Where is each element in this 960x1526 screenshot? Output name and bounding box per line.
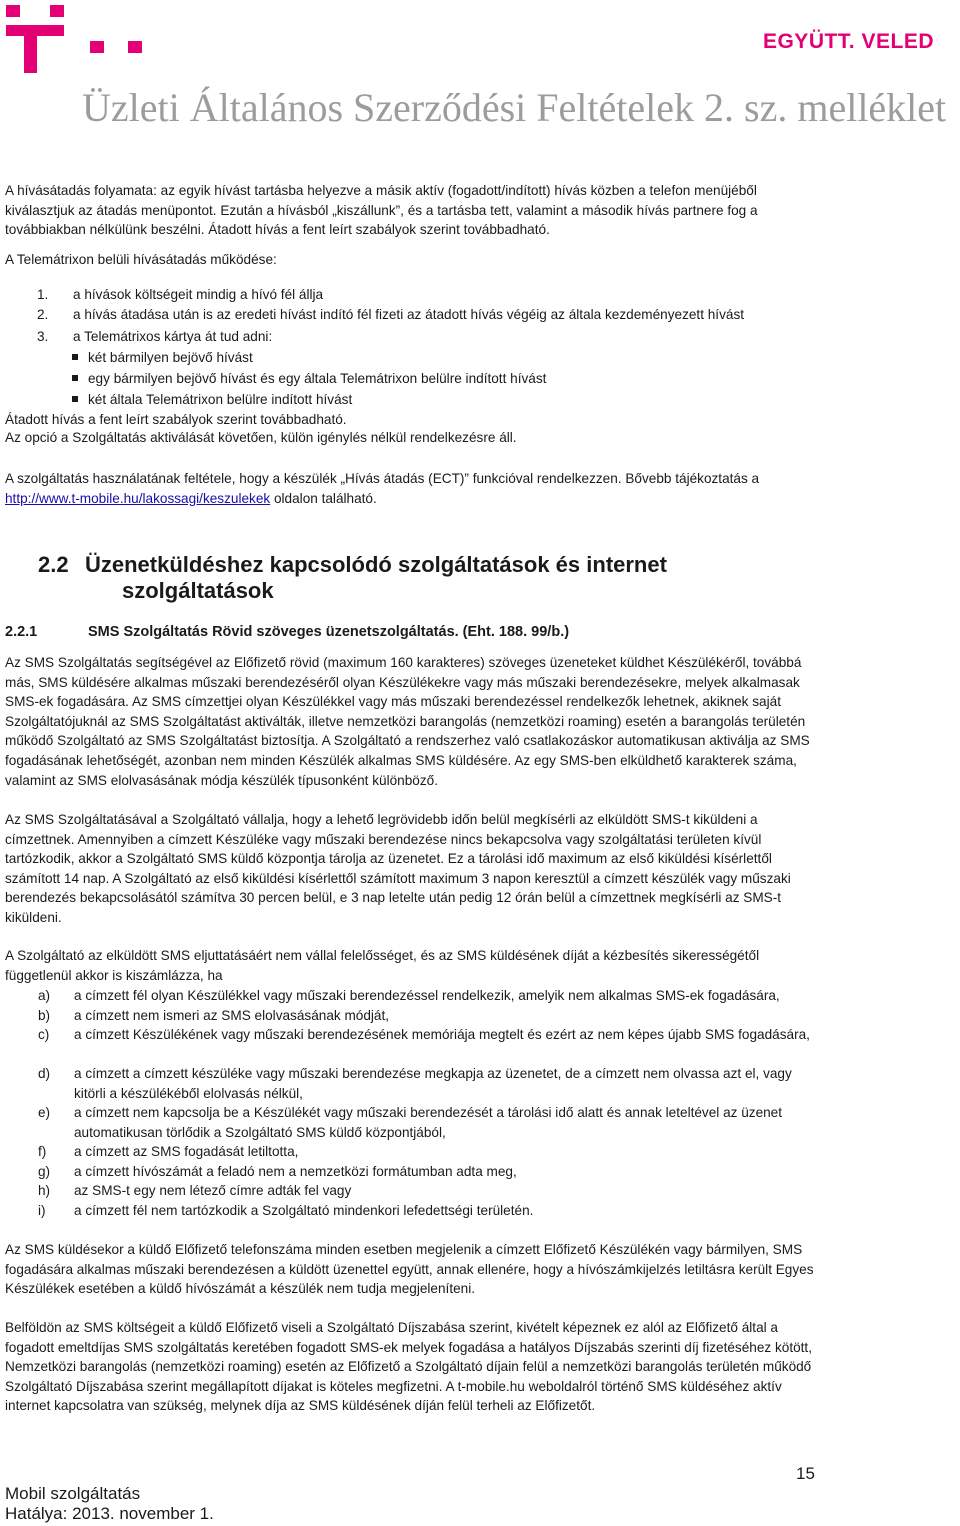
bullet-text: két általa Telemátrixon belülre indított hívást xyxy=(88,392,353,407)
alpha-item xyxy=(38,1181,818,1201)
alpha-text: az SMS-t egy nem létező címre adták fel vagy xyxy=(74,1183,352,1198)
logo-square-icon xyxy=(128,41,142,53)
bullet-item xyxy=(72,392,352,407)
logo-dot-icon xyxy=(50,5,64,17)
device-link[interactable]: http://www.t-mobile.hu/lakossagi/keszulekek xyxy=(5,490,271,506)
subsection-title: SMS Szolgáltatás Rövid szöveges üzenetszolgáltatás. (Eht. 188. 99/b.) xyxy=(88,624,570,640)
page-number: 15 xyxy=(796,1464,815,1483)
list-text: a Telemátrixos kártya át tud adni: xyxy=(73,329,273,344)
subsection-heading xyxy=(5,624,569,640)
footer xyxy=(5,1484,214,1524)
bullet-text: egy bármilyen bejövő hívást és egy általa Telemátrixon belülre indított hívást xyxy=(88,371,547,386)
slogan: EGYÜTT. VELED xyxy=(762,30,934,53)
logo-dot-icon xyxy=(6,5,20,17)
list-item xyxy=(37,287,323,302)
ect-text-end: oldalon található. xyxy=(270,490,377,506)
bullet-icon xyxy=(72,354,78,360)
alpha-item xyxy=(38,986,818,1006)
alpha-label: e) xyxy=(38,1105,51,1120)
alpha-text: a címzett nem kapcsolja be a Készülékét vagy műszaki berendezését a tárolási idő alatt és annak leteltével az üzenet automatikusan törlődik a Szolgáltató SMS küldő központjából, xyxy=(74,1105,783,1140)
telekom-logo xyxy=(6,5,146,73)
alpha-label: i) xyxy=(38,1203,46,1218)
alpha-item xyxy=(38,1064,818,1103)
alpha-text: a címzett Készülékének vagy műszaki berendezésének memóriája megtelt és ezért az nem képes újabb SMS fogadására, xyxy=(74,1027,810,1042)
alpha-text: a címzett hívószámát a feladó nem a nemzetközi formátumban adta meg, xyxy=(74,1164,517,1179)
alpha-label: b) xyxy=(38,1008,51,1023)
alpha-text: a címzett nem ismeri az SMS elolvasásának módját, xyxy=(74,1008,390,1023)
list-text: a hívás átadása után is az eredeti hívást indító fél fizeti az átadott hívás végéig az általa kezdeményezett hívást xyxy=(73,307,745,322)
alpha-item xyxy=(38,1103,818,1142)
static-text: Az opció a Szolgáltatás aktiválását követően, külön igénylés nélkül rendelkezésre áll. xyxy=(5,430,517,445)
list-number: 2. xyxy=(37,307,49,322)
list-heading: A Telemátrixon belüli hívásátadás működése: xyxy=(5,252,277,267)
section-heading xyxy=(38,552,667,604)
alpha-item xyxy=(38,1006,818,1026)
body-paragraph: Az SMS küldésekor a küldő Előfizető telefonszáma minden esetben megjelenik a címzett Előfizető Készülékén vagy bármilyen, SMS fogadására alkalmas műszaki berendezésen a küldött üzenettel együtt, annak ellenére, hogy a hívószámkijelzés letiltásra került Egyes Készülékek esetében a küldő hívószámát a készülék nem tudja megjeleníteni. xyxy=(5,1242,814,1297)
alpha-label: h) xyxy=(38,1183,51,1198)
list-text: a hívások költségeit mindig a hívó fél állja xyxy=(73,287,324,302)
bullet-text: két bármilyen bejövő hívást xyxy=(88,350,253,365)
alpha-label: f) xyxy=(38,1144,47,1159)
alpha-label: d) xyxy=(38,1066,51,1081)
section-title-line2: szolgáltatások xyxy=(122,578,274,603)
alpha-label: a) xyxy=(38,988,51,1003)
static-text: Átadott hívás a fent leírt szabályok szerint továbbadható. xyxy=(5,412,347,427)
alpha-text: a címzett az SMS fogadását letiltotta, xyxy=(74,1144,299,1159)
section-number: 2.2 xyxy=(38,552,69,577)
footer-effective-date: Hatálya: 2013. november 1. xyxy=(5,1504,214,1523)
logo-square-icon xyxy=(90,41,104,53)
alpha-text: a címzett fél olyan Készülékkel vagy műszaki berendezéssel rendelkezik, amelyik nem alkalmas SMS-ek fogadására, xyxy=(74,988,780,1003)
list-number: 1. xyxy=(37,287,49,302)
logo-t-stem xyxy=(24,25,37,73)
alpha-item xyxy=(38,1142,818,1162)
document-title: Üzleti Általános Szerződési Feltételek 2. sz. melléklet xyxy=(82,85,947,130)
bullet-item xyxy=(72,350,253,365)
alpha-label: g) xyxy=(38,1164,51,1179)
alpha-item xyxy=(38,1201,818,1221)
bullet-item xyxy=(72,371,546,386)
alpha-item xyxy=(38,1162,818,1182)
bullet-icon xyxy=(72,396,78,402)
alpha-text: a címzett a címzett készüléke vagy műszaki berendezése megkapja az üzenetet, de a címzett nem olvassa azt el, vagy kitörli a készülékéből elolvasás nélkül, xyxy=(74,1066,792,1101)
list-item xyxy=(37,329,272,344)
section-title-line1: Üzenetküldéshez kapcsolódó szolgáltatások és internet xyxy=(85,552,667,577)
alpha-item xyxy=(38,1025,818,1045)
list-item xyxy=(37,307,744,322)
ect-text-start: A szolgáltatás használatának feltétele, hogy a készülék „Hívás átadás (ECT)” funkcióval rendelkezzen. Bővebb tájékoztatás a xyxy=(5,471,760,486)
ect-paragraph xyxy=(5,469,820,508)
subsection-number: 2.2.1 xyxy=(5,624,38,640)
body-paragraph: Az SMS Szolgáltatás segítségével az Előfizető rövid (maximum 160 karakteres) szöveges üzeneteket küldhet Készülékéről, továbbá más, SMS küldésére alkalmas műszaki berendezéséről olyan Készülékekre vagy más műszaki berendezésekre, melyek alkalmasak SMS-ek fogadására. Az SMS címzettjei olyan Készülékkel vagy más műszaki berendezéssel rendelkezők lehetnek, akiknek saját Szolgáltatójuknál az SMS Szolgáltatást aktiválták, illetve nemzetközi barangolás (nemzetközi roaming) esetén a barangolás területén működő Szolgáltató az SMS Szolgáltatást biztosítja. A Szolgáltató a rendszerhez való csatlakozáskor automatikusan aktiválja az SMS fogadásának lehetőségét, azonban nem minden Készülék alkalmas SMS küldésére. Az egy SMS-ben elküldhető karakterek száma, valamint az SMS elolvasásának módja készülék típusonként különböző. xyxy=(5,655,810,788)
body-paragraph: A Szolgáltató az elküldött SMS eljuttatásáért nem vállal felelősséget, és az SMS küldésének díját a kézbesítés sikerességétől függetlenül akkor is kiszámlázza, ha xyxy=(5,948,760,983)
body-paragraph: Az SMS Szolgáltatásával a Szolgáltató vállalja, hogy a lehető legrövidebb időn belül megkísérli az elküldött SMS-t kiküldeni a címzettnek. Amennyiben a címzett Készüléke vagy műszaki berendezése nincs bekapcsolva vagy szolgáltatási területen kívül tartózkodik, akkor a Szolgáltató SMS küldő központja tárolja az üzenetet. Ez a tárolási idő maximum az első kiküldési kísérlettől számított 14 nap. A Szolgáltató az első kiküldési kísérlettől számított maximum 3 napon keresztül a címzett készülék vagy műszaki berendezés bekapcsolásától számítva 30 percen belül, e 3 nap letelte után pedig 12 órán belül a címzettnek megkísérli az SMS-t kiküldeni. xyxy=(5,812,791,925)
body-paragraph: Belföldön az SMS költségeit a küldő Előfizető viseli a Szolgáltató Díjszabása szerint, kivételt képeznek ez alól az Előfizető által a fogadott emeltdíjas SMS szolgáltatás keretében fogadott SMS-ek melyek fogadása a hatályos Díjszabás szerinti díj fizetéséhez kötött, Nemzetközi barangolás (nemzetközi roaming) esetén az Előfizető a Szolgáltató díjain felül a nemzetközi barangolás területén működő Szolgáltató Díjszabása szerint megállapított díjakat is köteles megfizetni. A t-mobile.hu weboldalról történő SMS küldéséhez aktív internet kapcsolatra van szükség, melynek díja az SMS küldésének díján felül terheli az Előfizetőt. xyxy=(5,1320,812,1414)
intro-paragraph: A hívásátadás folyamata: az egyik hívást tartásba helyezve a másik aktív (fogadott/indított) hívás közben a telefon menüjéből kiválasztjuk az átadás menüpontot. Ezután a hívásból „kiszállunk”, és a tartásba tett, valamint a második hívás partnere fog a továbbiakban nélkülünk beszélni. Átadott hívás a fent leírt szabályok szerint továbbadható. xyxy=(5,183,758,238)
footer-service: Mobil szolgáltatás xyxy=(5,1484,141,1503)
alpha-label: c) xyxy=(38,1027,50,1042)
alpha-text: a címzett fél nem tartózkodik a Szolgáltató mindenkori lefedettségi területén. xyxy=(74,1203,534,1218)
bullet-icon xyxy=(72,375,78,381)
list-number: 3. xyxy=(37,329,49,344)
